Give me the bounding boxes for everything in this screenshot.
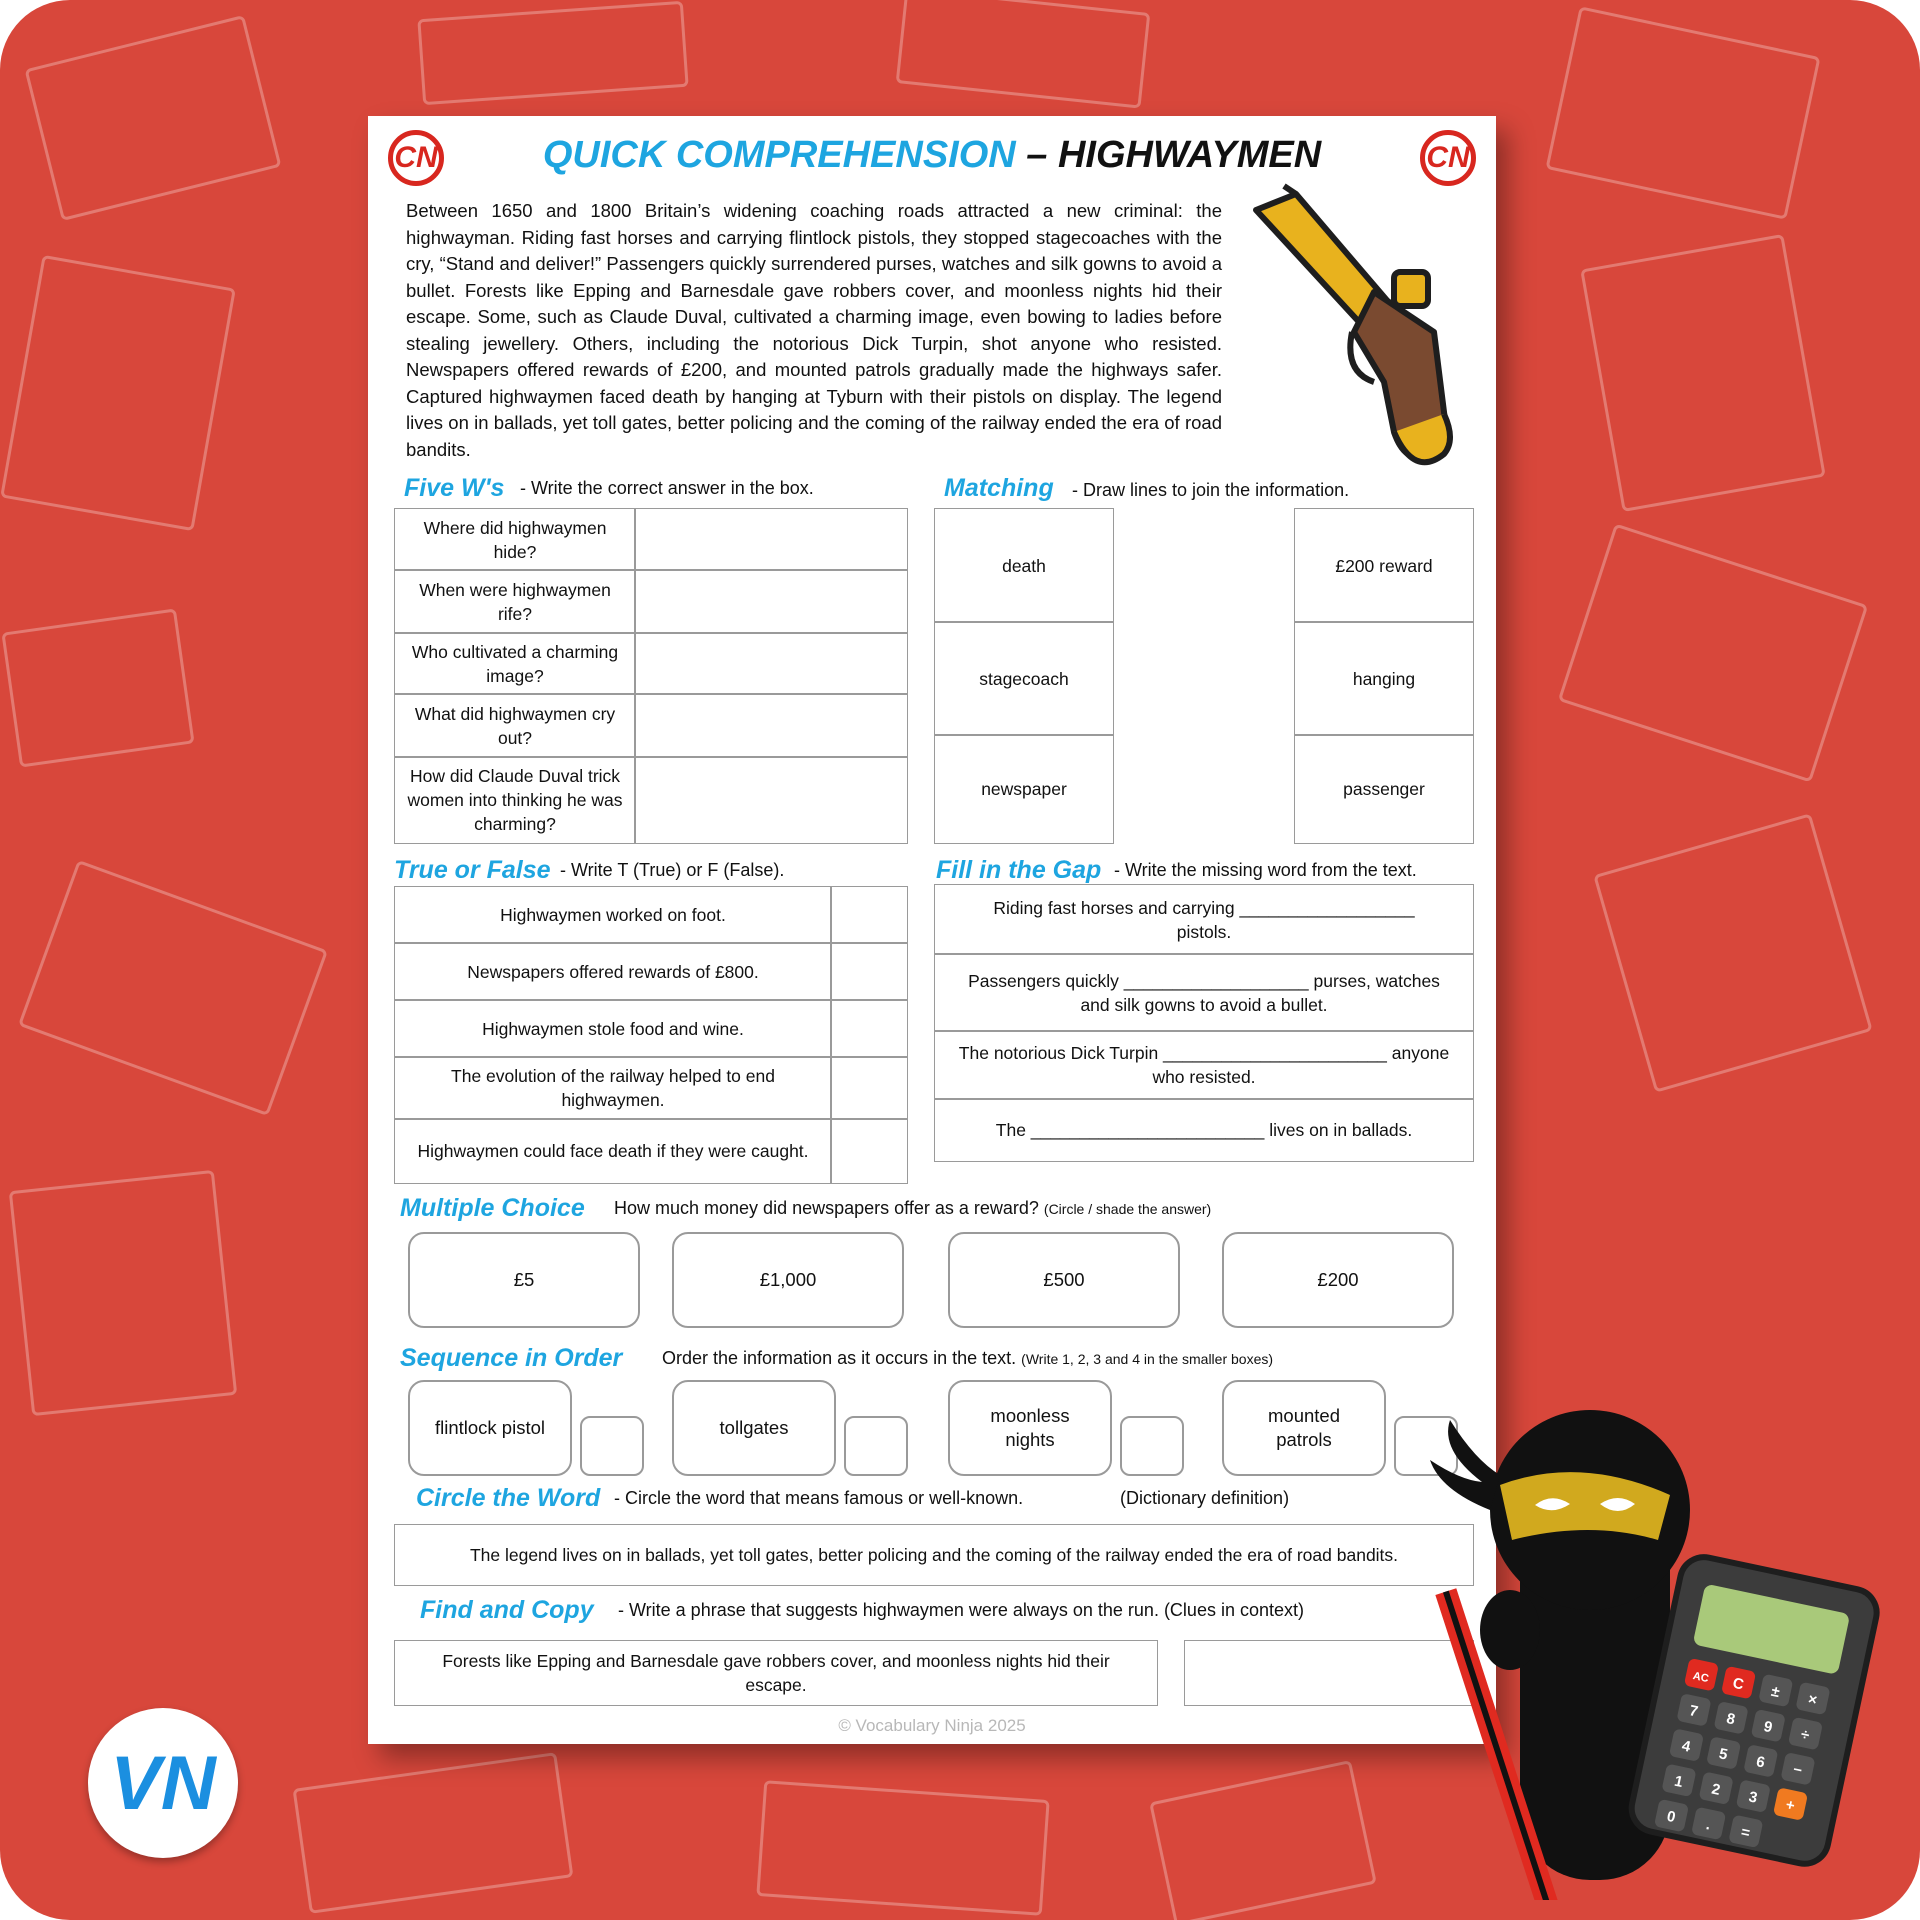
five-ws-question: When were highwaymen rife? (394, 569, 636, 634)
book-outline-icon (1580, 234, 1826, 512)
matching-right-item[interactable]: £200 reward (1294, 508, 1474, 623)
five-ws-answer-box[interactable] (634, 569, 908, 634)
fill-gap-sentence[interactable]: Riding fast horses and carrying __________________ pistols. (934, 884, 1474, 955)
cn-logo-right: CN (1420, 130, 1476, 186)
sequence-number-box[interactable] (580, 1416, 644, 1476)
fill-gap-sentence[interactable]: The notorious Dick Turpin _______________________ anyone who resisted. (934, 1030, 1474, 1100)
vocabulary-ninja-badge-icon (88, 1708, 238, 1858)
sequence-number-box[interactable] (1120, 1416, 1184, 1476)
book-outline-icon (9, 1170, 237, 1416)
sequence-item: mounted patrols (1222, 1380, 1386, 1476)
multiple-choice-question (614, 1198, 1211, 1219)
book-outline-icon (1149, 1760, 1377, 1920)
calculator-key-label: 6 (1754, 1753, 1767, 1772)
calculator-key-label: × (1806, 1690, 1819, 1710)
find-copy-instruction: - Write a phrase that suggests highwaymen were always on the run. (Clues in context) (618, 1600, 1304, 1620)
sequence-item: flintlock pistol (408, 1380, 572, 1476)
multiple-choice-note: (Circle / shade the answer) (1043, 1201, 1212, 1217)
calculator-key-label: 9 (1762, 1717, 1774, 1737)
calculator-key-label: 1 (1672, 1772, 1685, 1791)
five-ws-answer-box[interactable] (634, 508, 908, 571)
calculator-key-label: ÷ (1799, 1725, 1811, 1745)
true-false-statement: Highwaymen could face death if they were caught. (394, 1118, 832, 1184)
true-false-answer-box[interactable] (830, 1056, 908, 1120)
fill-gap-sentence[interactable]: The ________________________ lives on in ballads. (934, 1098, 1474, 1162)
fill-gap-instruction: - Write the missing word from the text. (1114, 860, 1417, 880)
book-outline-icon (1558, 523, 1868, 782)
reading-passage: Between 1650 and 1800 Britain’s widening coaching roads attracted a new criminal: the highwayman. Riding fast horses and carrying flintlock pistols, they stopped stagecoaches with the cry, “Stand and deliver!” Passengers quickly surrendered purses, watches and silk gowns to avoid a bullet. Forests like Epping and Barnesdale gave robbers cover, and moonless nights hid their escape. Some, such as Claude Duval, cultivated a charming image, even bowing to ladies before stealing jewellery. Others, including the notorious Dick Turpin, shot anyone who resisted. Newspapers offered rewards of £200, and mounted patrols gradually made the highways safer. Captured highwaymen faced death by hanging at Tyburn with their pistols on display. The legend lives on in ballads, yet toll gates, better policing and the coming of the railway ended the era of road bandits. (406, 200, 1222, 460)
matching-left-item[interactable]: stagecoach (934, 621, 1114, 736)
true-false-answer-box[interactable] (830, 942, 908, 1001)
calculator-key-label: 8 (1724, 1710, 1737, 1729)
matching-instruction: - Draw lines to join the information. (1072, 480, 1350, 500)
five-ws-answer-box[interactable] (634, 756, 908, 844)
multiple-choice-option[interactable]: £5 (408, 1232, 640, 1328)
page-title (368, 134, 1496, 177)
multiple-choice-option[interactable]: £500 (948, 1232, 1180, 1328)
title-part-1: QUICK COMPREHENSION (542, 134, 1016, 176)
vn-badge-text: VN (110, 1740, 216, 1826)
true-false-answer-box[interactable] (830, 886, 908, 944)
circle-word-note: (Dictionary definition) (1120, 1488, 1290, 1508)
book-outline-icon (1593, 813, 1873, 1093)
circle-word-heading: Circle the Word (416, 1484, 601, 1512)
five-ws-question: What did highwaymen cry out? (394, 693, 636, 758)
fill-gap-sentence[interactable]: Passengers quickly ___________________ purses, watches and silk gowns to avoid a bullet. (934, 953, 1474, 1032)
book-outline-icon (1545, 6, 1820, 220)
calculator-key-label: 3 (1747, 1788, 1759, 1807)
calculator-key-label: ± (1769, 1682, 1782, 1702)
ninja-mascot-icon (1420, 1400, 1900, 1900)
worksheet (368, 116, 1496, 1744)
cn-logo-left: CN (388, 130, 444, 186)
multiple-choice-heading: Multiple Choice (400, 1194, 585, 1222)
sequence-instruction (662, 1348, 1273, 1369)
true-false-instruction: - Write T (True) or F (False). (560, 860, 785, 880)
calculator-key-label: 0 (1665, 1807, 1678, 1827)
true-false-statement: Newspapers offered rewards of £800. (394, 942, 832, 1001)
multiple-choice-option[interactable]: £1,000 (672, 1232, 904, 1328)
five-ws-heading: Five W's (404, 474, 505, 502)
calculator-key-label: − (1791, 1761, 1804, 1780)
matching-left-item[interactable]: death (934, 508, 1114, 623)
five-ws-question: How did Claude Duval trick women into thinking he was charming? (394, 756, 636, 844)
five-ws-question: Where did highwaymen hide? (394, 508, 636, 571)
calculator-key-label: 4 (1680, 1737, 1693, 1756)
book-outline-icon (18, 860, 328, 1116)
book-outline-icon (896, 0, 1151, 109)
multiple-choice-option[interactable]: £200 (1222, 1232, 1454, 1328)
true-false-statement: Highwaymen stole food and wine. (394, 999, 832, 1058)
sequence-heading: Sequence in Order (400, 1344, 623, 1372)
five-ws-instruction: - Write the correct answer in the box. (520, 478, 814, 498)
true-false-answer-box[interactable] (830, 1118, 908, 1184)
find-copy-sentence: Forests like Epping and Barnesdale gave robbers cover, and moonless nights hid their escape. (394, 1640, 1158, 1706)
matching-heading: Matching (944, 474, 1054, 502)
sequence-note: (Write 1, 2, 3 and 4 in the smaller boxes) (1021, 1351, 1274, 1367)
book-outline-icon (417, 1, 688, 105)
circle-word-sentence[interactable]: The legend lives on in ballads, yet toll gates, better policing and the coming of the railway ended the era of road bandits. (394, 1524, 1474, 1586)
footer-copyright: © Vocabulary Ninja 2025 (838, 1716, 1026, 1735)
sequence-number-box[interactable] (844, 1416, 908, 1476)
matching-right-item[interactable]: passenger (1294, 734, 1474, 844)
sequence-item: moonless nights (948, 1380, 1112, 1476)
true-false-answer-box[interactable] (830, 999, 908, 1058)
matching-left-item[interactable]: newspaper (934, 734, 1114, 844)
calculator-key-label: C (1731, 1674, 1746, 1694)
book-outline-icon (24, 15, 281, 221)
true-false-statement: Highwaymen worked on foot. (394, 886, 832, 944)
find-copy-heading: Find and Copy (420, 1596, 594, 1624)
true-false-heading: True or False (394, 856, 551, 884)
book-outline-icon (1, 608, 194, 767)
book-outline-icon (0, 255, 236, 531)
calculator-key-label: + (1784, 1796, 1797, 1815)
five-ws-question: Who cultivated a charming image? (394, 632, 636, 695)
book-outline-icon (293, 1752, 574, 1914)
book-outline-icon (756, 1780, 1049, 1916)
sequence-item: tollgates (672, 1380, 836, 1476)
multiple-choice-question-text: How much money did newspapers offer as a reward? (614, 1198, 1039, 1218)
calculator-key-label: . (1704, 1816, 1713, 1834)
calculator-key-label: = (1739, 1823, 1752, 1843)
calculator-key-label: 2 (1709, 1780, 1722, 1799)
sequence-instruction-text: Order the information as it occurs in the text. (662, 1348, 1017, 1368)
fill-gap-heading: Fill in the Gap (936, 856, 1102, 884)
matching-right-item[interactable]: hanging (1294, 621, 1474, 736)
flintlock-pistol-icon (1244, 182, 1484, 482)
title-dash: – (1015, 134, 1058, 176)
calculator-key-label: AC (1691, 1670, 1710, 1686)
true-false-statement: The evolution of the railway helped to end highwaymen. (394, 1056, 832, 1120)
five-ws-answer-box[interactable] (634, 632, 908, 695)
calculator-key-label: 5 (1717, 1745, 1730, 1764)
five-ws-answer-box[interactable] (634, 693, 908, 758)
calculator-key-label: 7 (1687, 1702, 1700, 1721)
circle-word-instruction: - Circle the word that means famous or well-known. (614, 1488, 1024, 1508)
title-part-2: HIGHWAYMEN (1057, 134, 1322, 176)
